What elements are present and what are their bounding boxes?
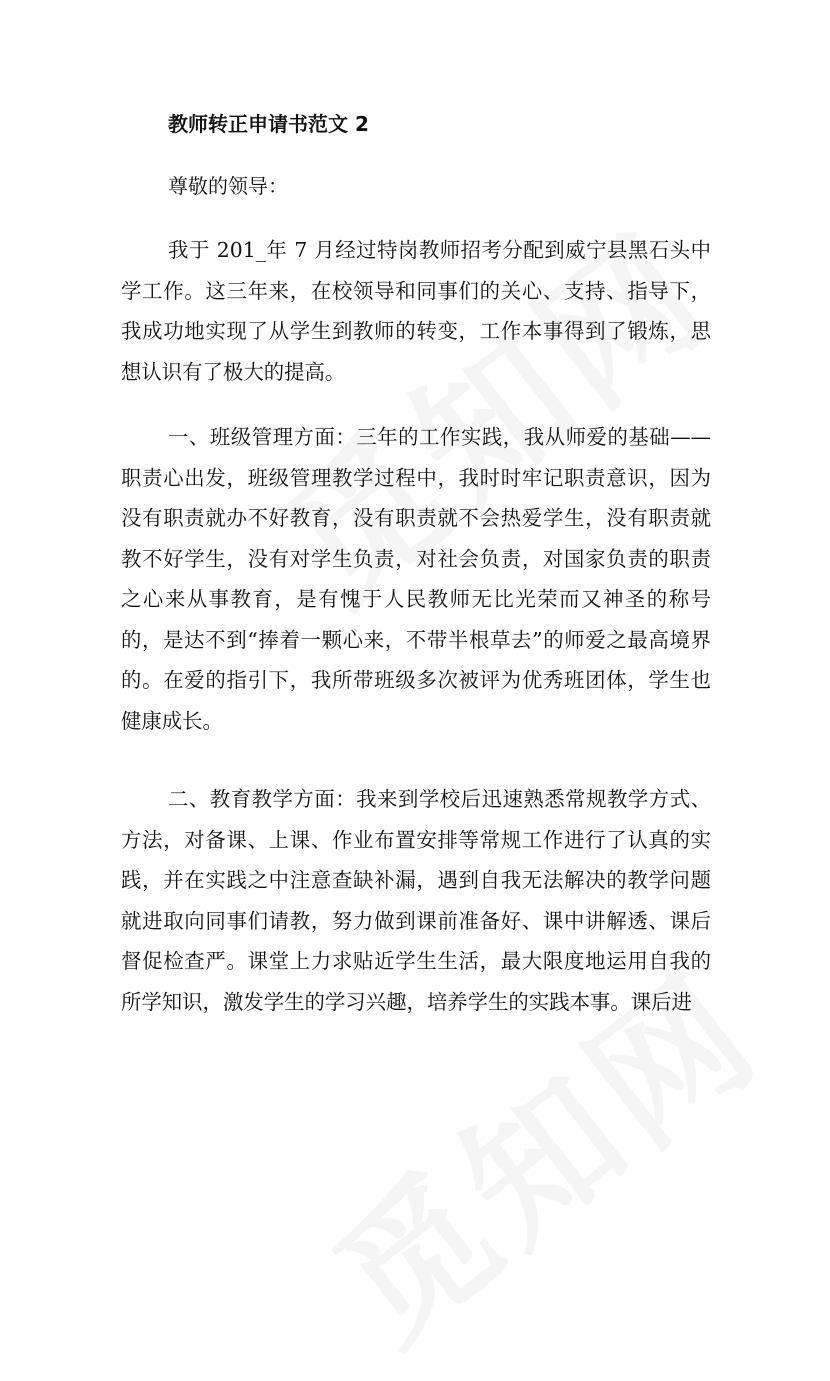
paragraph-class-management: 一、班级管理方面：三年的工作实践，我从师爱的基础——职责心出发，班级管理教学过程中，我时时牢记职责意识，因为没有职责就办不好教育，没有职责就不会热爱学生，没有职责就教不好学生，没有对学生负责，对社会负责，对国家负责的职责之心来从事教育，是有愧于人民教师无比光荣而又神圣的称号的，是达不到“捧着一颗心来，不带半根草去”的师爱之最高境界的。在爱的指引下，我所带班级多次被评为优秀班团体，学生也健康成长。 bbox=[121, 425, 711, 733]
salutation: 尊敬的领导： bbox=[168, 174, 288, 198]
document-title: 教师转正申请书范文 2 bbox=[168, 112, 369, 136]
paragraph-intro: 我于 201_年 7 月经过特岗教师招考分配到威宁县黑石头中学工作。这三年来，在校领导和同事们的关心、支持、指导下，我成功地实现了从学生到教师的转变，工作本事得到了锻炼，思想认识有了极大的提高。 bbox=[121, 238, 711, 384]
paragraph-teaching: 二、教育教学方面：我来到学校后迅速熟悉常规教学方式、方法，对备课、上课、作业布置安排等常规工作进行了认真的实践，并在实践之中注意查缺补漏，遇到自我无法解决的教学问题就进取向同事们请教，努力做到课前准备好、课中讲解透、课后督促检查严。课堂上力求贴近学生生活，最大限度地运用自我的所学知识，激发学生的学习兴趣，培养学生的实践本事。课后进 bbox=[121, 787, 711, 1014]
